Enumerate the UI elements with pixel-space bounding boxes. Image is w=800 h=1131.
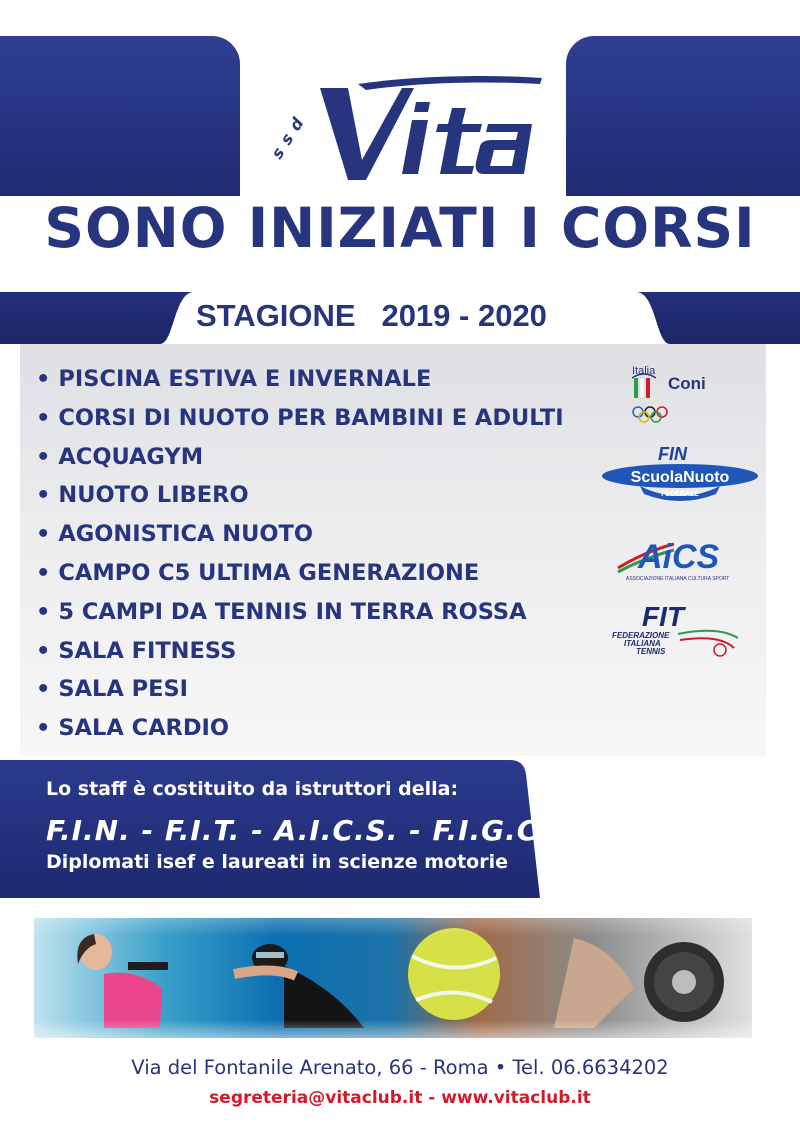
list-item: • CORSI DI NUOTO PER BAMBINI E ADULTI (36, 399, 564, 438)
fit-logo (608, 600, 742, 666)
bullet-icon: • (36, 482, 51, 509)
courses-list (36, 360, 564, 748)
list-item: • SALA FITNESS (36, 632, 564, 671)
aics-name: AiCS (638, 538, 720, 576)
fit-line3: TENNIS (636, 647, 666, 656)
season-word: STAGIONE (196, 298, 356, 333)
logo-prefix-d: d (285, 114, 308, 135)
top-left-tab (0, 36, 240, 196)
footer-address: Via del Fontanile Arenato, 66 - Roma • Tel. 06.6634202 (131, 1056, 669, 1079)
fin-bottom: FEDERALE (661, 491, 699, 498)
list-item: • NUOTO LIBERO (36, 476, 564, 515)
bullet-icon: • (36, 521, 51, 548)
staff-intro: Lo staff è costituito da istruttori della: (46, 778, 459, 800)
list-item: • PISCINA ESTIVA E INVERNALE (36, 360, 564, 399)
coni-logo (628, 360, 738, 426)
sports-photo-strip (34, 918, 752, 1038)
fit-name: FIT (642, 601, 684, 632)
logo-prefix-s1: s (267, 143, 289, 163)
bullet-icon: • (36, 637, 51, 664)
aics-subtitle: ASSOCIAZIONE ITALIANA CULTURA SPORT (626, 576, 730, 582)
logo-prefix-s2: s (276, 129, 298, 149)
list-item: • 5 CAMPI DA TENNIS IN TERRA ROSSA (36, 593, 564, 632)
list-item: • AGONISTICA NUOTO (36, 515, 564, 554)
bullet-icon: • (36, 366, 51, 392)
top-right-tab (566, 36, 800, 196)
bullet-icon: • (36, 598, 51, 625)
bullet-icon: • (36, 404, 51, 431)
bullet-icon: • (36, 676, 51, 703)
coni-country: Italia (632, 365, 656, 377)
staff-federations: F.I.N. - F.I.T. - A.I.C.S. - F.I.G.C. (46, 814, 550, 847)
fin-middle: ScuolaNuoto (630, 469, 730, 486)
season-label (196, 298, 547, 334)
footer-contacts[interactable]: segreteria@vitaclub.it - www.vitaclub.it (209, 1088, 591, 1108)
fit-line2: ITALIANA (624, 639, 661, 648)
page-headline: SONO INIZIATI I CORSI (44, 196, 756, 260)
season-years: 2019 - 2020 (381, 298, 547, 333)
fin-scuolanuoto-logo (600, 442, 758, 506)
vita-logo (262, 62, 552, 192)
fit-line1: FEDERAZIONE (612, 631, 670, 640)
staff-qualification: Diplomati isef e laureati in scienze motorie (46, 851, 508, 873)
coni-name: Coni (668, 374, 706, 393)
bullet-icon: • (36, 443, 51, 470)
list-item: • CAMPO C5 ULTIMA GENERAZIONE (36, 554, 564, 593)
fin-top: FIN (658, 444, 687, 464)
list-item: • SALA CARDIO (36, 709, 564, 748)
aics-logo (614, 528, 734, 584)
list-item: • SALA PESI (36, 670, 564, 709)
list-item: • ACQUAGYM (36, 438, 564, 477)
bullet-icon: • (36, 715, 51, 742)
bullet-icon: • (36, 559, 51, 586)
